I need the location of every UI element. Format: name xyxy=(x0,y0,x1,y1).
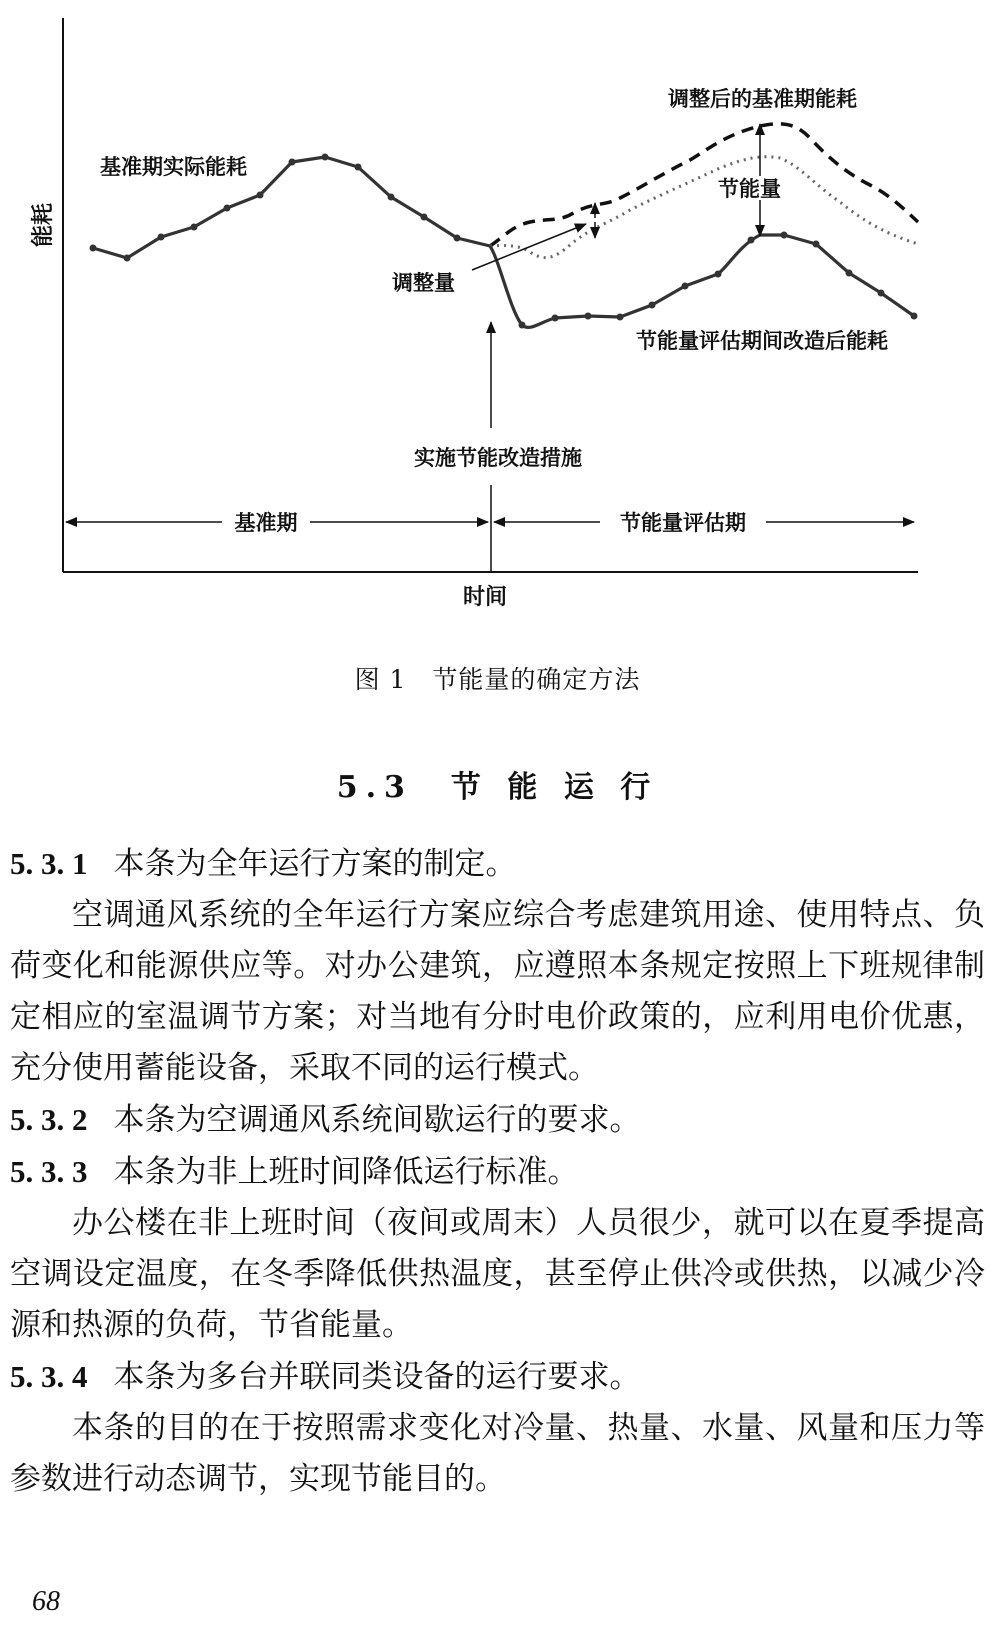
post-retrofit-marker xyxy=(878,290,885,297)
clause-paragraph: 办公楼在非上班时间（夜间或周末）人员很少，就可以在夏季提高空调设定温度，在冬季降低供热温度，甚至停止供冷或供热，以减少冷源和热源的负荷，节省能量。 xyxy=(10,1205,985,1343)
post-retrofit-marker xyxy=(813,241,820,248)
clause-heading-text: 本条为非上班时间降低运行标准。 xyxy=(113,1154,579,1190)
post-retrofit-marker xyxy=(715,271,722,278)
label-baseline-period: 基准期 xyxy=(234,511,298,535)
post-retrofit-marker xyxy=(519,322,526,329)
post-retrofit-marker xyxy=(682,283,689,290)
clause-heading xyxy=(10,838,985,890)
x-axis-label: 时间 xyxy=(462,585,508,610)
clause-paragraph: 本条的目的在于按照需求变化对冷量、热量、水量、风量和压力等参数进行动态调节，实现节能目的。 xyxy=(10,1410,985,1497)
clause-number: 5. 3. 4 xyxy=(10,1359,88,1394)
clause-paragraph: 空调通风系统的全年运行方案应综合考虑建筑用途、使用特点、负荷变化和能源供应等。对办公建筑，应遵照本条规定按照上下班规律制定相应的室温调节方案；对当地有分时电价政策的，应利用电价优惠，充分使用蓄能设备，采取不同的运行模式。 xyxy=(10,897,985,1086)
clause-heading-text: 本条为全年运行方案的制定。 xyxy=(113,846,517,882)
baseline-marker xyxy=(158,234,165,241)
post-retrofit-marker xyxy=(585,313,592,320)
post-retrofit-marker xyxy=(911,313,918,320)
post-retrofit-marker xyxy=(781,232,788,239)
document-body xyxy=(10,838,985,1505)
post-retrofit-curve xyxy=(490,235,914,327)
label-post-retrofit: 节能量评估期间改造后能耗 xyxy=(636,329,888,353)
baseline-marker xyxy=(355,164,362,171)
post-retrofit-marker xyxy=(846,270,853,277)
clause-heading-text: 本条为多台并联同类设备的运行要求。 xyxy=(113,1359,641,1395)
post-retrofit-marker xyxy=(617,314,624,321)
baseline-marker xyxy=(289,159,296,166)
clause-heading-text: 本条为空调通风系统间歇运行的要求。 xyxy=(113,1102,641,1138)
clause-number: 5. 3. 2 xyxy=(10,1102,88,1137)
figure-caption: 图 1 节能量的确定方法 xyxy=(354,665,641,694)
clause-number: 5. 3. 3 xyxy=(10,1154,88,1189)
baseline-marker xyxy=(421,214,428,221)
clause-heading xyxy=(10,1351,985,1403)
label-baseline-actual: 基准期实际能耗 xyxy=(100,155,247,179)
clause-number: 5. 3. 1 xyxy=(10,846,88,881)
label-adjusted-baseline: 调整后的基准期能耗 xyxy=(668,87,857,111)
clause-heading xyxy=(10,1146,985,1198)
label-savings: 节能量 xyxy=(718,177,781,201)
baseline-marker xyxy=(90,245,97,252)
baseline-marker xyxy=(224,205,231,212)
energy-savings-diagram xyxy=(0,0,995,700)
post-retrofit-marker xyxy=(748,237,755,244)
label-retrofit-event: 实施节能改造措施 xyxy=(414,446,582,470)
label-adjustment: 调整量 xyxy=(392,271,455,295)
page-number: 68 xyxy=(32,1586,60,1617)
post-retrofit-marker xyxy=(552,315,559,322)
projected-baseline-curve xyxy=(490,157,918,258)
baseline-marker xyxy=(454,235,461,242)
baseline-marker xyxy=(257,192,264,199)
label-evaluation-period: 节能量评估期 xyxy=(620,511,746,535)
baseline-marker xyxy=(124,255,131,262)
y-axis-label: 能耗 xyxy=(31,202,56,248)
post-retrofit-marker xyxy=(649,302,656,309)
baseline-marker xyxy=(322,154,329,161)
baseline-marker xyxy=(388,194,395,201)
section-title: 5.3 节 能 运 行 xyxy=(336,770,659,805)
adjusted-baseline-curve xyxy=(490,124,918,246)
clause-heading xyxy=(10,1094,985,1146)
baseline-marker xyxy=(191,224,198,231)
